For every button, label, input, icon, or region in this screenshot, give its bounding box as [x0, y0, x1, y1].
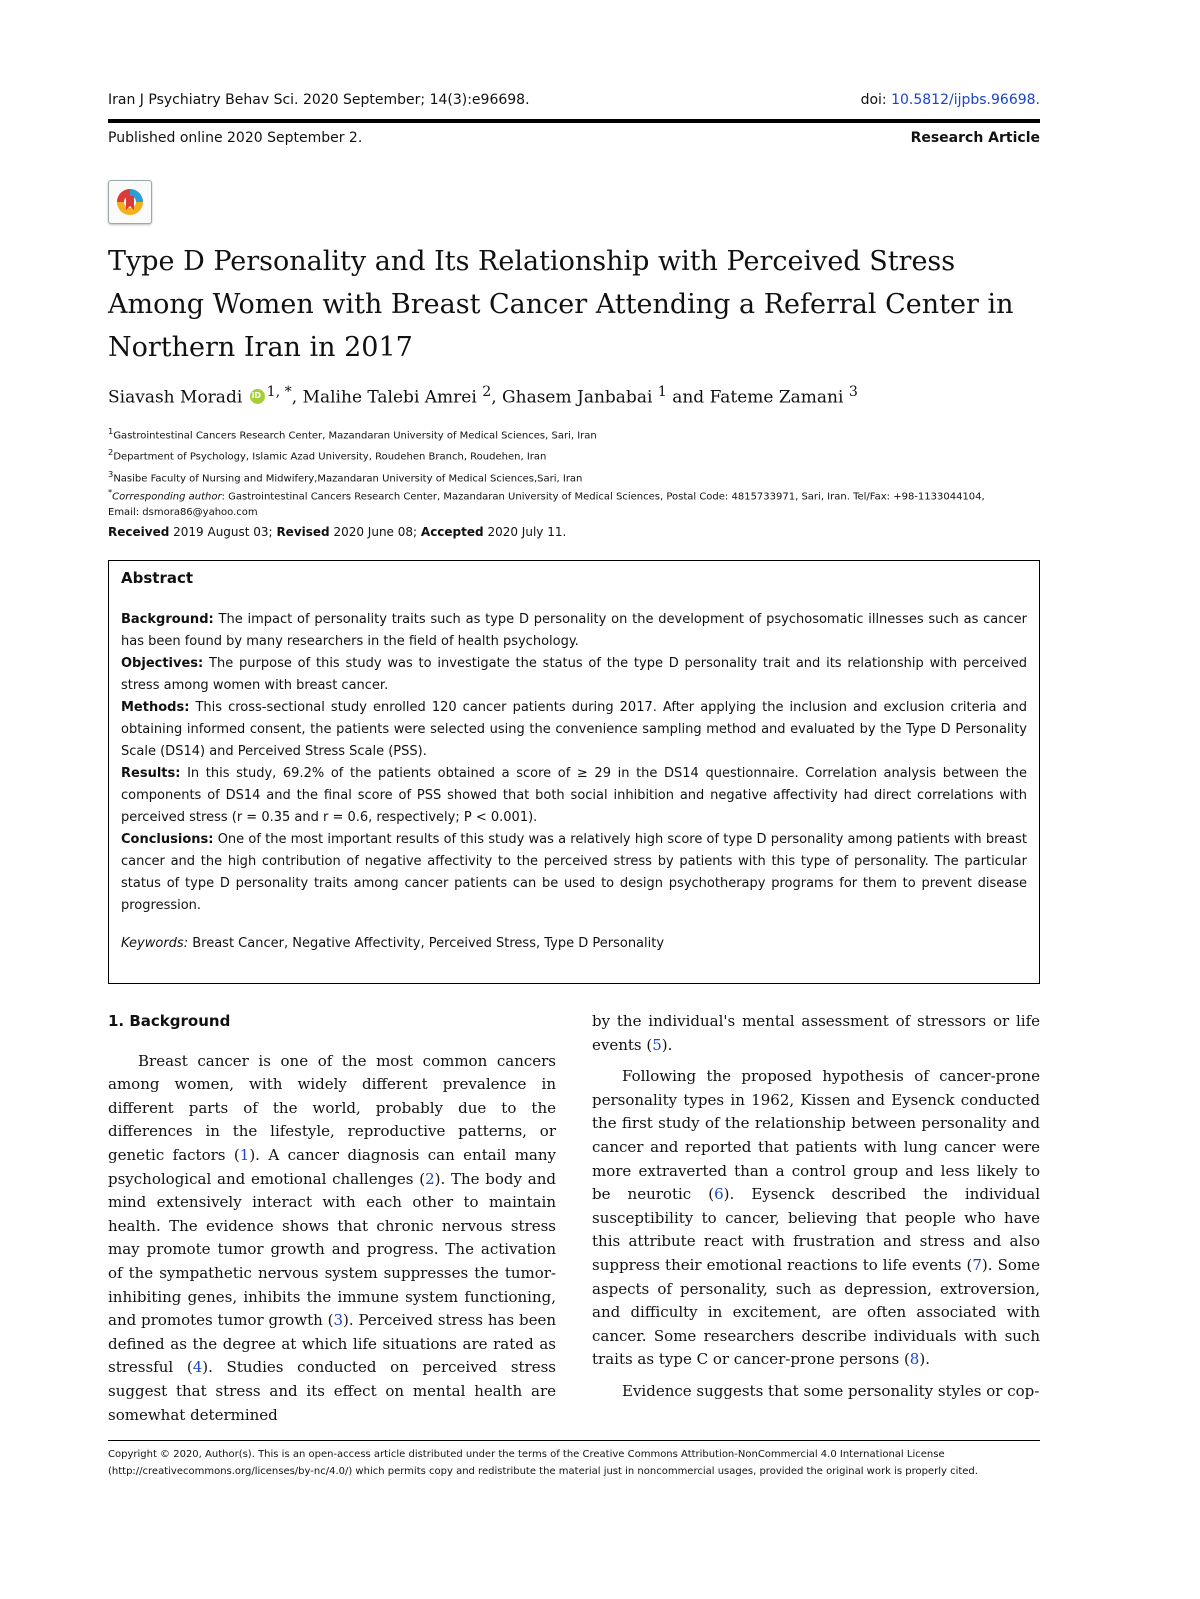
- citation-link[interactable]: 3: [333, 1311, 344, 1330]
- article-title: Type D Personality and Its Relationship with Perceived Stress Among Women with Breast Cancer Attending a Referral Center in Northern Iran in 2017: [108, 246, 1014, 363]
- affiliation-item: $^2$Department of Psychology, Islamic Azad University, Roudehen Branch, Roudehen, Iran: [108, 447, 547, 463]
- section-heading: 1. Background: [108, 1012, 231, 1030]
- author-name[interactable]: Ghasem Janbabai: [502, 387, 653, 408]
- published-date: Published online 2020 September 2.: [108, 130, 363, 146]
- citation-link[interactable]: 1: [239, 1145, 250, 1164]
- body-paragraph: by the individual's mental assessment of stressors or life events (5).: [592, 1012, 1040, 1054]
- orcid-icon[interactable]: [250, 389, 265, 404]
- citation-link[interactable]: 7: [972, 1255, 982, 1274]
- header-rule: [108, 119, 1040, 123]
- affiliation-item: $^1$Gastrointestinal Cancers Research Center, Mazandaran University of Medical Sciences, Sari, Iran: [108, 426, 597, 442]
- body-paragraph: Following the proposed hypothesis of cancer-prone personality types in 1962, Kissen and Eysenck conducted the first study of the relationship between personality and cancer and reported that patients with lung cancer were more extraverted than a control group and less likely to be neurotic (6). Eysenck described the individual susceptibility to cancer, believing that people who have this attribute react with frustration and stress and also suppress their emotional reactions to life events (7). Some aspects of personality, such as depression, extroversion, and difficulty in excitement, are often associated with cancer. Some researchers describe individuals with such traits as type C or cancer-prone persons (8).: [592, 1067, 1040, 1369]
- abstract-methods: Methods: This cross-sectional study enrolled 120 cancer patients during 2017. After applying the inclusion and exclusion criteria and obtaining informed consent, the patients were selected using the convenience sampling method and evaluated by the Type D Personality Scale (DS14) and Perceived Stress Scale (PSS).: [121, 700, 1027, 759]
- article-type: Research Article: [910, 130, 1040, 146]
- author-name[interactable]: Fateme Zamani: [709, 387, 844, 408]
- citation-link[interactable]: 8: [909, 1350, 920, 1369]
- body-column-left: [108, 1010, 556, 1435]
- author-list: Siavash Moradi iD $^{1, *}$, Malihe Talebi Amrei $^2$, Ghasem Janbabai $^1$ and Fateme Zamani $^3$: [108, 384, 1040, 408]
- corresponding-author: *Corresponding author: Gastrointestinal Cancers Research Center, Mazandaran University of Medical Sciences, Postal Code: 4815733971, Sari, Iran. Tel/Fax: +98-1133044104, Email: dsmora86@yahoo.com: [108, 484, 1040, 521]
- journal-citation: Iran J Psychiatry Behav Sci. 2020 September; 14(3):e96698.: [108, 92, 530, 108]
- author-affiliation-marker: 1, *: [266, 384, 292, 400]
- abstract-results: Results: In this study, 69.2% of the patients obtained a score of ≥ 29 in the DS14 questionnaire. Correlation analysis between the components of DS14 and the final score of PSS showed that both social inhibition and negative affectivity had direct correlations with perceived stress (r = 0.35 and r = 0.6, respectively; P < 0.001).: [121, 766, 1027, 825]
- doi-label: doi:: [860, 92, 887, 108]
- author-affiliation-marker: 3: [848, 384, 858, 400]
- article-dates: Received 2019 August 03; Revised 2020 June 08; Accepted 2020 July 11.: [108, 525, 567, 539]
- citation-link[interactable]: 4: [192, 1358, 203, 1377]
- author-affiliation-marker: 2: [482, 384, 492, 400]
- body-column-right: [592, 1010, 1040, 1412]
- abstract-heading: Abstract: [121, 569, 194, 587]
- abstract-objectives: Objectives: The purpose of this study was to investigate the status of the type D personality trait and its relationship with perceived stress among women with breast cancer.: [121, 656, 1027, 693]
- author-name[interactable]: Siavash Moradi: [108, 387, 243, 408]
- author-affiliation-marker: 1: [657, 384, 667, 400]
- keywords: Keywords: Breast Cancer, Negative Affectivity, Perceived Stress, Type D Personality: [121, 936, 665, 951]
- running-header: [108, 92, 1040, 116]
- citation-link[interactable]: 2: [425, 1169, 435, 1188]
- check-for-updates-icon[interactable]: [108, 180, 152, 224]
- abstract-conclusions: Conclusions: One of the most important results of this study was a relatively high score of type D personality among patients with breast cancer and the high contribution of negative affectivity to the perceived stress by patients with this type of personality. The particular status of type D personality traits among cancer patients can be used to design psychotherapy programs for them to prevent disease progression.: [121, 832, 1027, 913]
- copyright-notice: Copyright © 2020, Author(s). This is an open-access article distributed under the terms of the Creative Commons Attribution-NonCommercial 4.0 International License (http://creativecommons.org/licenses/by-nc/4.0/) which permits copy and redistribute the material just in noncommercial usages, provided the original work is properly cited.: [108, 1449, 978, 1477]
- corresponding-email[interactable]: Email: dsmora86@yahoo.com: [108, 507, 258, 519]
- citation-link[interactable]: 6: [714, 1185, 724, 1204]
- corresponding-label: Corresponding author: [112, 491, 222, 503]
- abstract-box: [108, 560, 1040, 984]
- article-page: [108, 0, 1040, 1599]
- citation-link[interactable]: 5: [652, 1035, 662, 1054]
- author-name[interactable]: Malihe Talebi Amrei: [302, 387, 477, 408]
- body-paragraph: Evidence suggests that some personality styles or cop-: [622, 1381, 1040, 1400]
- abstract-background: Background: The impact of personality traits such as type D personality on the development of psychosomatic illnesses such as cancer has been found by many researchers in the field of health psychology.: [121, 612, 1027, 649]
- doi: [861, 92, 1040, 108]
- body-paragraph: Breast cancer is one of the most common cancers among women, with widely different prevalence in different parts of the world, probably due to the differences in the lifestyle, reproductive patterns, or genetic factors (1). A cancer diagnosis can entail many psychological and emotional challenges (2). The body and mind extensively interact with each other to maintain health. The evidence shows that chronic nervous stress may promote tumor growth and progress. The activation of the sympathetic nervous system suppresses the tumor-inhibiting genes, inhibits the immune system functioning, and promotes tumor growth (3). Perceived stress has been defined as the degree at which life situations are rated as stressful (4). Studies conducted on perceived stress suggest that stress and its effect on mental health are somewhat determined: [108, 1051, 556, 1424]
- doi-link[interactable]: 10.5812/ijpbs.96698.: [891, 92, 1040, 108]
- affiliation-list: [108, 423, 1040, 487]
- footer-rule: [108, 1440, 1040, 1441]
- affiliation-item: $^3$Nasibe Faculty of Nursing and Midwifery,Mazandaran University of Medical Sciences,Sari, Iran: [108, 468, 583, 484]
